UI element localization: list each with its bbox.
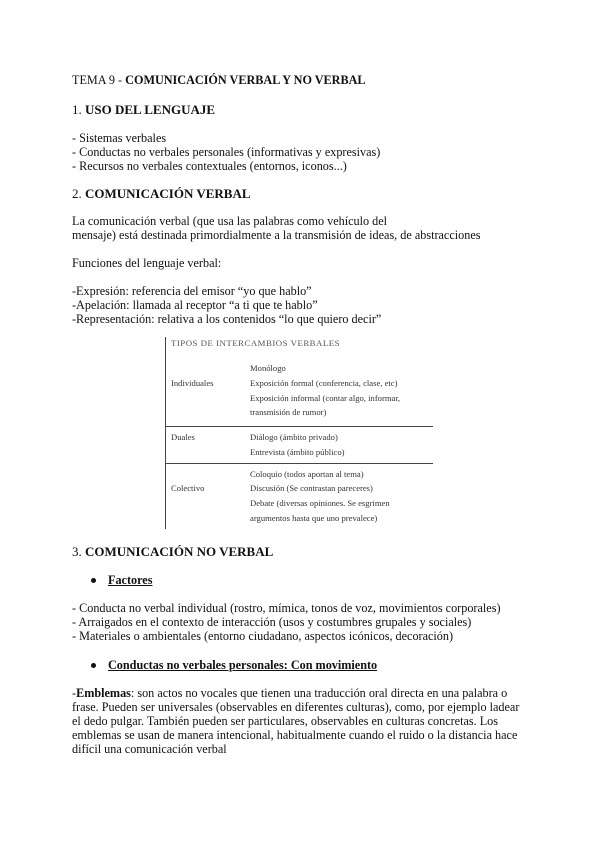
factor-item: - Materiales o ambientales (entorno ciudadano, aspectos icónicos, decoración) [72,629,454,643]
table-cell: Debate (diversas opiniones. Se esgrimen [250,498,390,508]
table-cell: Exposición informal (contar algo, informar, [250,393,401,403]
bullet-icon [91,578,96,583]
section1-title: USO DEL LENGUAJE [85,102,216,117]
table-left-border [165,337,166,529]
section2-number: 2. [72,186,85,201]
section1-item: - Sistemas verbales [72,131,167,145]
emblemas-line: el dedo pulgar. También pueden ser particulares, observables en culturas concretas. Los [72,714,499,728]
verbal-exchanges-table [165,337,433,529]
section3-number: 3. [72,544,85,559]
section2-intro-line1: La comunicación verbal (que usa las palabras como vehículo del [72,214,388,228]
section2-title: COMUNICACIÓN VERBAL [85,186,251,201]
title-text: COMUNICACIÓN VERBAL Y NO VERBAL [125,73,366,87]
table-cell: Coloquio (todos aportan al tema) [250,469,364,479]
functions-label: Funciones del lenguaje verbal: [72,256,222,270]
function-item: -Apelación: llamada al receptor “a ti que te hablo” [72,298,318,312]
section3-heading [72,544,273,560]
factor-item: - Conducta no verbal individual (rostro, mímica, tonos de voz, movimientos corporales) [72,601,501,615]
table-row-divider [165,426,433,427]
table-cell: Discusión (Se contrastan pareceres) [250,483,373,493]
section2-intro-line2: mensaje) está destinada primordialmente a la transmisión de ideas, de abstracciones [72,228,481,242]
table-category: Colectivo [171,483,205,493]
function-item: -Representación: relativa a los contenidos “lo que quiero decir” [72,312,382,326]
factor-item: - Arraigados en el contexto de interacción (usos y costumbres grupales y sociales) [72,615,472,629]
function-item: -Expresión: referencia del emisor “yo que hablo” [72,284,312,298]
table-cell: transmisión de rumor) [250,407,327,417]
emblemas-line: -Emblemas: son actos no vocales que tienen una traducción oral directa en una palabra o [72,686,508,700]
table-category: Individuales [171,378,214,388]
emblemas-line: frase. Pueden ser universales (observables en diferentes culturas), como, por ejemplo ladear [72,700,520,714]
bullet-icon [91,663,96,668]
table-row-divider [165,463,433,464]
section1-heading [72,102,215,118]
table-category: Duales [171,432,195,442]
table-cell: Monólogo [250,363,286,373]
document-title [72,73,366,87]
table-cell: Diálogo (ámbito privado) [250,432,338,442]
conductas-heading: Conductas no verbales personales: Con movimiento [108,658,378,672]
table-cell: Exposición formal (conferencia, clase, etc) [250,378,398,388]
factores-heading: Factores [108,573,153,587]
section1-number: 1. [72,102,85,117]
section3-title: COMUNICACIÓN NO VERBAL [85,544,274,559]
table-caption: TIPOS DE INTERCAMBIOS VERBALES [171,338,341,348]
section1-item: - Recursos no verbales contextuales (entornos, iconos...) [72,159,347,173]
table-cell: argumentos hasta que uno prevalece) [250,513,378,523]
title-prefix: TEMA 9 - [72,73,126,87]
section1-item: - Conductas no verbales personales (informativas y expresivas) [72,145,381,159]
table-cell: Entrevista (ámbito público) [250,447,345,457]
emblemas-line: difícil una comunicación verbal [72,742,227,756]
emblemas-term: Emblemas [76,686,131,700]
emblemas-line: emblemas se usan de manera intencional, habitualmente cuando el ruido o la distancia hace [72,728,518,742]
section2-heading [72,186,251,202]
emblemas-text: : son actos no vocales que tienen una traducción oral directa en una palabra o [130,686,508,700]
